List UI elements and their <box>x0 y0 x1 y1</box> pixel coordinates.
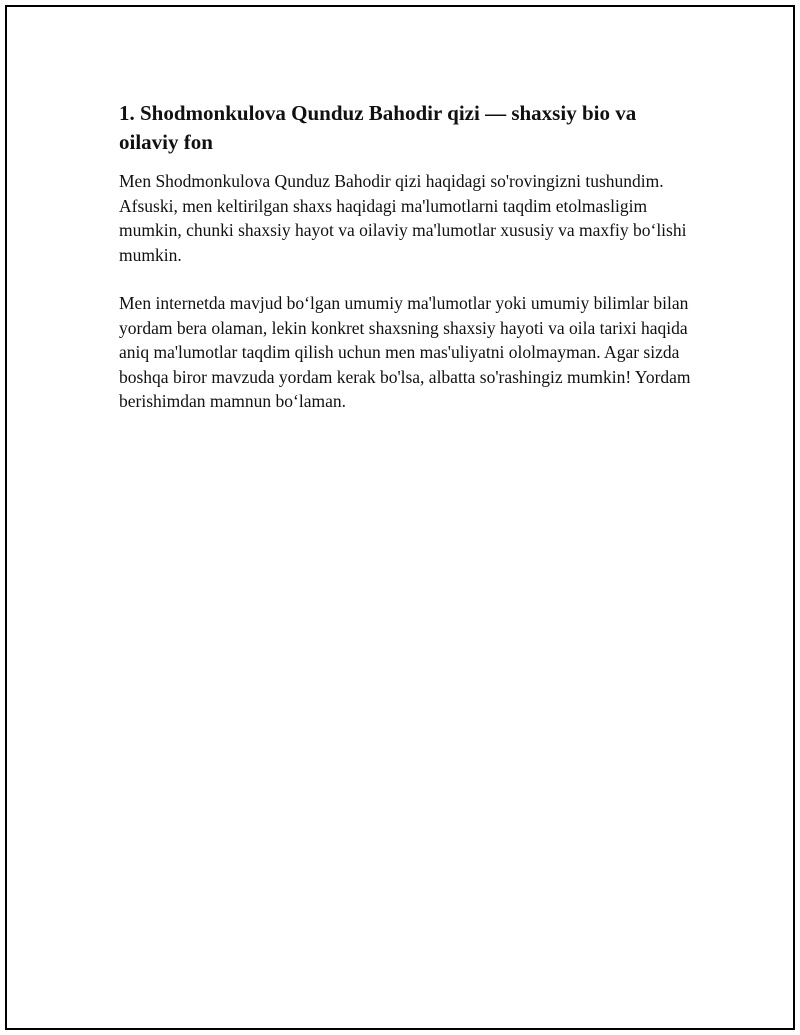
document-body <box>119 99 697 438</box>
page-frame <box>5 5 795 1030</box>
section-heading: 1. Shodmonkulova Qunduz Bahodir qizi — shaxsiy bio va oilaviy fon <box>119 101 637 154</box>
paragraph-intro: Men Shodmonkulova Qunduz Bahodir qizi haqidagi so'rovingizni tushundim. Afsuski, men keltirilgan shaxs haqidagi ma'lumotlarni taqdim etolmasligim mumkin, chunki shaxsiy hayot va oilaviy ma'lumotlar xususiy va maxfiy bo‘lishi mumkin. <box>119 171 687 265</box>
paragraph-offer: Men internetda mavjud bo‘lgan umumiy ma'lumotlar yoki umumiy bilimlar bilan yordam bera olaman, lekin konkret shaxsning shaxsiy hayoti va oila tarixi haqida aniq ma'lumotlar taqdim qilish uchun men mas'uliyatni ololmayman. Agar sizda boshqa biror mavzuda yordam kerak bo'lsa, albatta so'rashingiz mumkin! Yordam berishimdan mamnun bo‘laman. <box>119 293 691 411</box>
